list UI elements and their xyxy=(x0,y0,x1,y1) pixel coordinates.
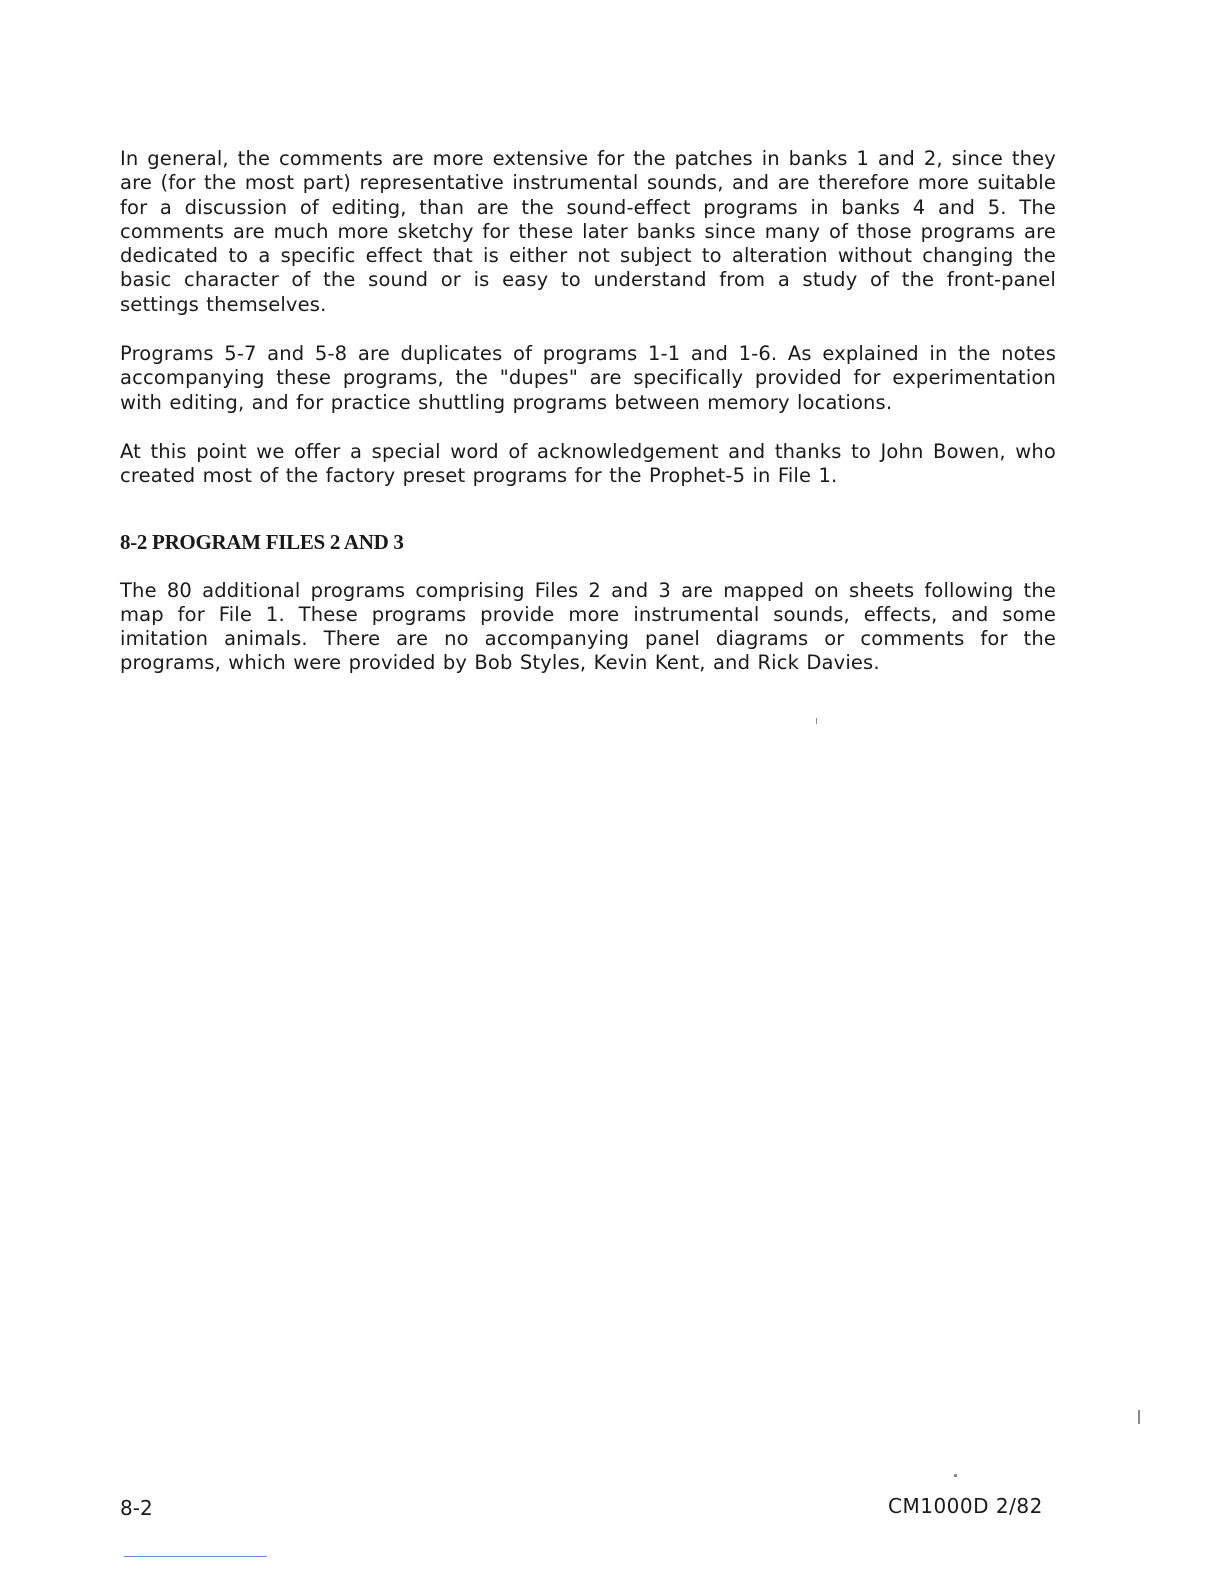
document-code: CM1000D 2/82 xyxy=(888,1494,1043,1518)
section-heading: 8-2 PROGRAM FILES 2 AND 3 xyxy=(120,529,404,554)
page-number: 8-2 xyxy=(120,1496,153,1520)
paragraph-dupes: Programs 5-7 and 5-8 are duplicates of programs 1-1 and 1-6. As explained in the notes accompanying these programs, the "dupes" are specifically provided for experimentation with editing, and for practice shuttling programs between memory locations. xyxy=(120,342,1056,414)
scan-speck xyxy=(1138,1410,1140,1424)
page-content xyxy=(120,147,1056,701)
scan-underline-mark xyxy=(124,1556,267,1557)
paragraph-comments-extent: In general, the comments are more extensive for the patches in banks 1 and 2, since they are (for the most part) representative instrumental sounds, and are therefore more suitable for a discussion of editing, than are the sound-effect programs in banks 4 and 5. The comments are much more sketchy for these later banks since many of those programs are dedicated to a specific effect that is either not subject to alteration without changing the basic character of the sound or is easy to understand from a study of the front-panel settings themselves. xyxy=(120,147,1056,316)
paragraph-acknowledgement: At this point we offer a special word of acknowledgement and thanks to John Bowen, who created most of the factory preset programs for the Prophet-5 in File 1. xyxy=(120,439,1056,488)
scan-speck xyxy=(954,1474,957,1477)
scan-speck xyxy=(816,718,817,724)
paragraph-program-files: The 80 additional programs comprising Files 2 and 3 are mapped on sheets following the map for File 1. These programs provide more instrumental sounds, effects, and some imitation animals. There are no accompanying panel diagrams or comments for the programs, which were provided by Bob Styles, Kevin Kent, and Rick Davies. xyxy=(120,578,1056,675)
